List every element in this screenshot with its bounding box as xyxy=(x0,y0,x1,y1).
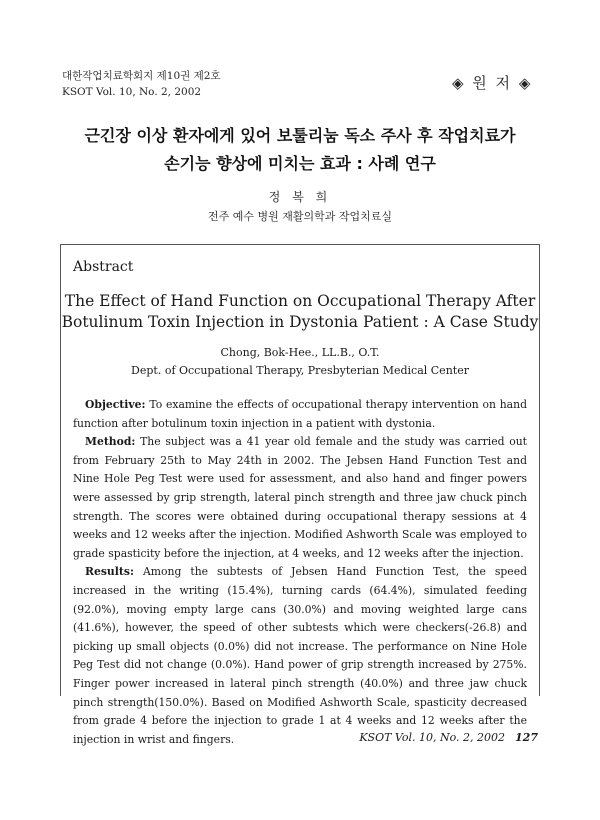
korean-title xyxy=(0,122,600,178)
method-paragraph xyxy=(73,433,527,563)
english-title-line-2: Botulinum Toxin Injection in Dystonia Patient : A Case Study xyxy=(61,313,539,331)
method-label: Method: xyxy=(85,435,136,449)
objective-label: Objective: xyxy=(85,398,146,411)
results-label: Results: xyxy=(85,565,134,579)
page-footer xyxy=(359,731,538,744)
objective-text: To examine the effects of occupational therapy intervention on hand function after botulinum toxin injection in a patient with dystonia. xyxy=(73,398,527,430)
english-title xyxy=(61,291,539,333)
journal-header xyxy=(62,68,221,100)
korean-title-line-1: 근긴장 이상 환자에게 있어 보툴리눔 독소 주사 후 작업치료가 xyxy=(84,126,516,145)
english-author: Chong, Bok-Hee., LL.B., O.T. xyxy=(220,346,380,359)
results-paragraph xyxy=(73,563,527,749)
korean-affiliation: 전주 예수 병원 재활의학과 작업치료실 xyxy=(207,210,392,223)
abstract-heading: Abstract xyxy=(73,259,134,275)
objective-paragraph xyxy=(73,396,527,433)
page-number: 127 xyxy=(515,731,538,744)
article-type-badge: ◈ 원 저 ◈ xyxy=(452,74,533,92)
method-text: The subject was a 41 year old female and the study was carried out from February 25th to May 24th in 2002. The Jebsen Hand Function Test and Nine Hole Peg Test were used for assessment, and also hand and finger powers were assessed by grip strength, lateral pinch strength and three jaw chuck pinch strength. The scores were obtained during occupational therapy sessions at 4 weeks and 12 weeks after the injection. Modified Ashworth Scale was employed to grade spasticity before the injection, at 4 weeks, and 12 weeks after the injection. xyxy=(73,435,527,560)
abstract-body xyxy=(73,396,527,749)
footer-citation: KSOT Vol. 10, No. 2, 2002 xyxy=(359,731,506,744)
english-affiliation: Dept. of Occupational Therapy, Presbyterian Medical Center xyxy=(131,364,469,377)
korean-title-line-2: 손기능 향상에 미치는 효과 : 사례 연구 xyxy=(164,154,436,173)
journal-citation: KSOT Vol. 10, No. 2, 2002 xyxy=(62,86,202,98)
korean-author: 정 복 희 xyxy=(268,190,332,204)
english-title-line-1: The Effect of Hand Function on Occupational Therapy After xyxy=(64,292,536,310)
journal-name-korean: 대한작업치료학회지 제10권 제2호 xyxy=(62,70,221,82)
results-text: Among the subtests of Jebsen Hand Function Test, the speed increased in the writing (15.4%), turning cards (64.4%), simulated feeding (92.0%), moving empty large cans (30.0%) and moving weighted large cans (41.6%), however, the speed of other subtests which were checkers(-26.8) and picking up small objects (0.0%) did not increase. The performance on Nine Hole Peg Test did not change (0.0%). Hand power of grip strength increased by 275%. Finger power increased in lateral pinch strength (40.0%) and three jaw chuck pinch strength(150.0%). Based on Modified Ashworth Scale, spasticity decreased from grade 4 before the injection to grade 1 at 4 weeks and 12 weeks after the injection in wrist and fingers. xyxy=(73,565,527,746)
